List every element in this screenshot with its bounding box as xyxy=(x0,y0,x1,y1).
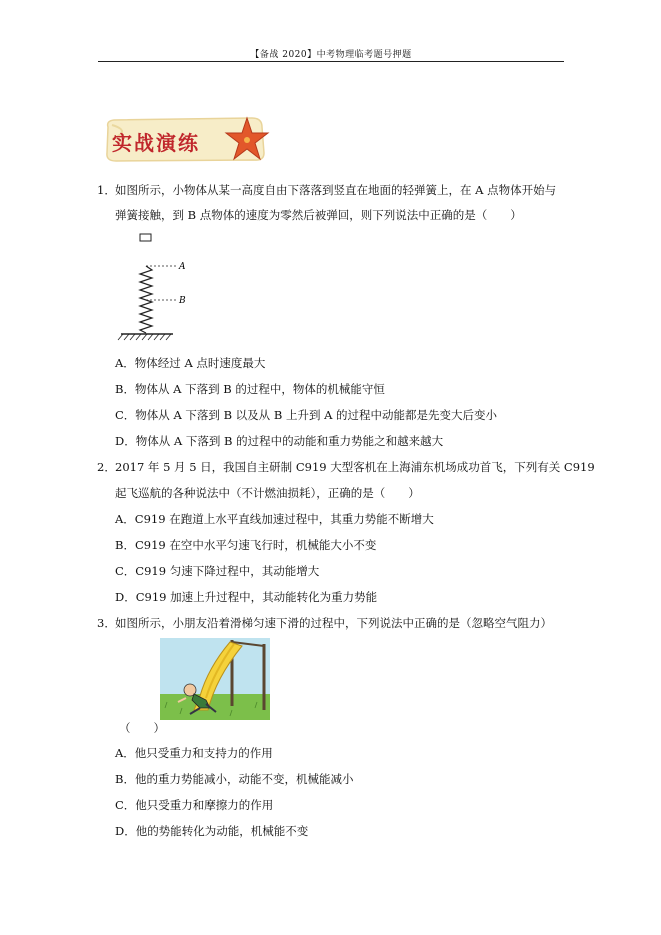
question-3-option-c: C．他只受重力和摩擦力的作用 xyxy=(115,798,274,812)
page-header-title: 【备战 2020】中考物理临考题号押题 xyxy=(250,50,412,60)
question-1-option-d: D．物体从 A 下落到 B 的过程中的动能和重力势能之和越来越大 xyxy=(115,434,444,448)
falling-block xyxy=(140,234,151,241)
question-2-stem-line2: 起飞巡航的各种说法中（不计燃油损耗），正确的是（ ） xyxy=(115,486,420,500)
label-b: B xyxy=(179,296,186,306)
question-1-option-a: A．物体经过 A 点时速度最大 xyxy=(115,356,266,370)
question-2-number: 2． xyxy=(97,460,116,474)
question-3-number: 3． xyxy=(97,616,116,630)
question-2-option-a: A．C919 在跑道上水平直线加速过程中，其重力势能不断增大 xyxy=(115,512,434,526)
question-1-number: 1． xyxy=(97,183,116,197)
question-3-stem-line1: 如图所示，小朋友沿着滑梯匀速下滑的过程中，下列说法中正确的是（忽略空气阻力） xyxy=(115,616,552,630)
question-1-stem-line2: 弹簧接触，到 B 点物体的速度为零然后被弹回，则下列说法中正确的是（ ） xyxy=(115,208,522,222)
question-1-option-b: B．物体从 A 下落到 B 的过程中，物体的机械能守恒 xyxy=(115,382,385,396)
spring xyxy=(140,266,152,333)
question-3-answer-blank: （ ） xyxy=(119,721,165,735)
practice-banner xyxy=(102,113,270,165)
grass xyxy=(160,694,270,720)
question-3-option-b: B．他的重力势能减小，动能不变，机械能减小 xyxy=(115,772,354,786)
question-2-option-b: B．C919 在空中水平匀速飞行时，机械能大小不变 xyxy=(115,538,377,552)
question-2-stem-line1: 2017 年 5 月 5 日，我国自主研制 C919 大型客机在上海浦东机场成功首飞，下列有关 C919 xyxy=(115,460,595,474)
question-1-option-c: C．物体从 A 下落到 B 以及从 B 上升到 A 的过程中动能都是先变大后变小 xyxy=(115,408,498,422)
question-3-option-a: A．他只受重力和支持力的作用 xyxy=(115,746,273,760)
slide-figure xyxy=(160,638,270,720)
question-1-stem-line1: 如图所示，小物体从某一高度自由下落落到竖直在地面的轻弹簧上，在 A 点物体开始与 xyxy=(115,183,557,197)
label-a: A xyxy=(179,262,186,272)
banner-text: 实战演练 xyxy=(112,131,200,155)
spring-figure xyxy=(115,232,195,344)
question-2-option-c: C．C919 匀速下降过程中，其动能增大 xyxy=(115,564,320,578)
question-3-option-d: D．他的势能转化为动能，机械能不变 xyxy=(115,824,309,838)
header-divider xyxy=(98,61,564,62)
question-2-option-d: D．C919 加速上升过程中，其动能转化为重力势能 xyxy=(115,590,378,604)
